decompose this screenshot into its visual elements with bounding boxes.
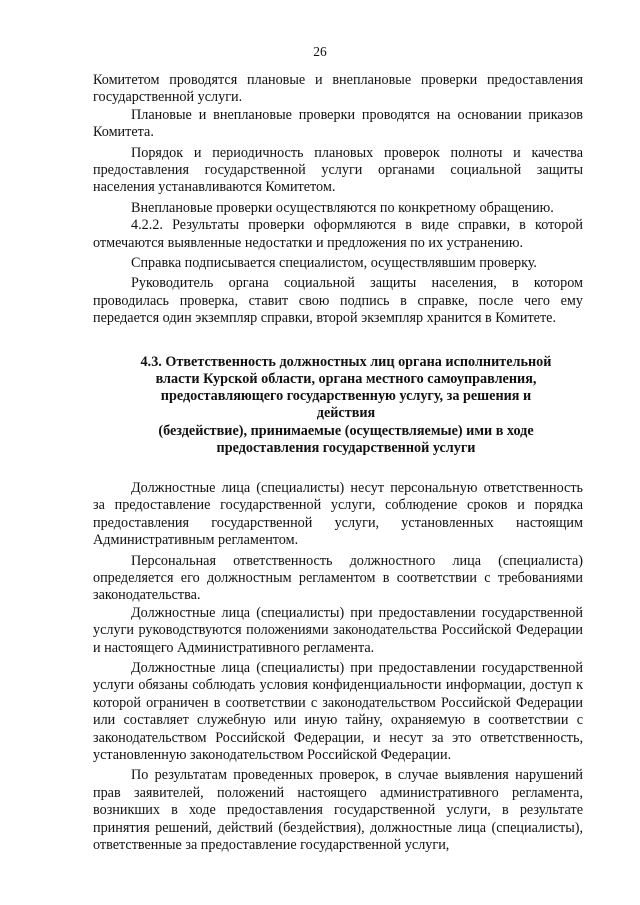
paragraph-head-signature: Руководитель органа социальной защиты населения, в котором проводилась проверка, ставит свою подпись в справке, после чего ему передается один экземпляр справки, второй экземпляр хранится в Комитете. xyxy=(93,275,583,327)
section-heading-line: 4.3. Ответственность должностных лиц органа исполнительной xyxy=(140,353,552,370)
paragraph-confidentiality: Должностные лица (специалисты) при предоставлении государственной услуги обязаны соблюдать условия конфиденциальности информации, доступ к которой ограничен в соответствии с законодательством Российской Федерации или составляет служебную или иную тайну, охраняемую в соответствии с законодательством Российской Федерации, и несут за это ответственность, установленную законодательством Российской Федерации. xyxy=(93,659,583,763)
paragraph-legislation-guidance: Должностные лица (специалисты) при предоставлении государственной услуги руководствуются положениями законодательства Российской Федерации и настоящего Административного регламента. xyxy=(93,604,583,656)
paragraph-personal-responsibility: Должностные лица (специалисты) несут персональную ответственность за предоставление государственной услуги, соблюдение сроков и порядка предоставления государственной услуги, установленных настоящим Административным регламентом. xyxy=(93,479,583,549)
paragraph-inspection-order: Порядок и периодичность плановых проверок полноты и качества предоставления государственной услуги органами социальной защиты населения устанавливаются Комитетом. xyxy=(93,144,583,196)
section-heading-line: предоставляющего государственную услугу, за решения и действия xyxy=(160,388,532,422)
paragraph-unplanned: Внеплановые проверки осуществляются по конкретному обращению. xyxy=(131,199,554,216)
paragraph-inspection-results: По результатам проведенных проверок, в случае выявления нарушений прав заявителей, положений настоящего административного регламента, возникших в ходе предоставления государственной услуги, в результате принятия решений, действий (бездействия), должностные лица (специалисты), ответственные за предоставление государственной услуги, xyxy=(93,767,583,854)
section-heading-line: предоставления государственной услуги xyxy=(216,439,476,456)
paragraph-results-4-2-2: 4.2.2. Результаты проверки оформляются в виде справки, в которой отмечаются выявленные недостатки и предложения по их устранению. xyxy=(93,217,583,251)
paragraph-inspections-intro: Комитетом проводятся плановые и внеплановые проверки предоставления государственной услуги. xyxy=(93,72,583,106)
section-heading-line: (бездействие), принимаемые (осуществляемые) ими в ходе xyxy=(158,422,534,439)
section-heading-4-3 xyxy=(93,354,583,457)
page-number: 26 xyxy=(313,44,327,59)
paragraph-planned-unplanned: Плановые и внеплановые проверки проводятся на основании приказов Комитета. xyxy=(93,106,583,141)
page-content xyxy=(93,72,583,854)
paragraph-certificate-signed: Справка подписывается специалистом, осуществлявшим проверку. xyxy=(131,255,537,272)
section-heading-line: власти Курской области, органа местного самоуправления, xyxy=(155,370,537,387)
paragraph-job-regulation: Персональная ответственность должностного лица (специалиста) определяется его должностным регламентом в соответствии с требованиями законодательства. xyxy=(93,552,583,604)
